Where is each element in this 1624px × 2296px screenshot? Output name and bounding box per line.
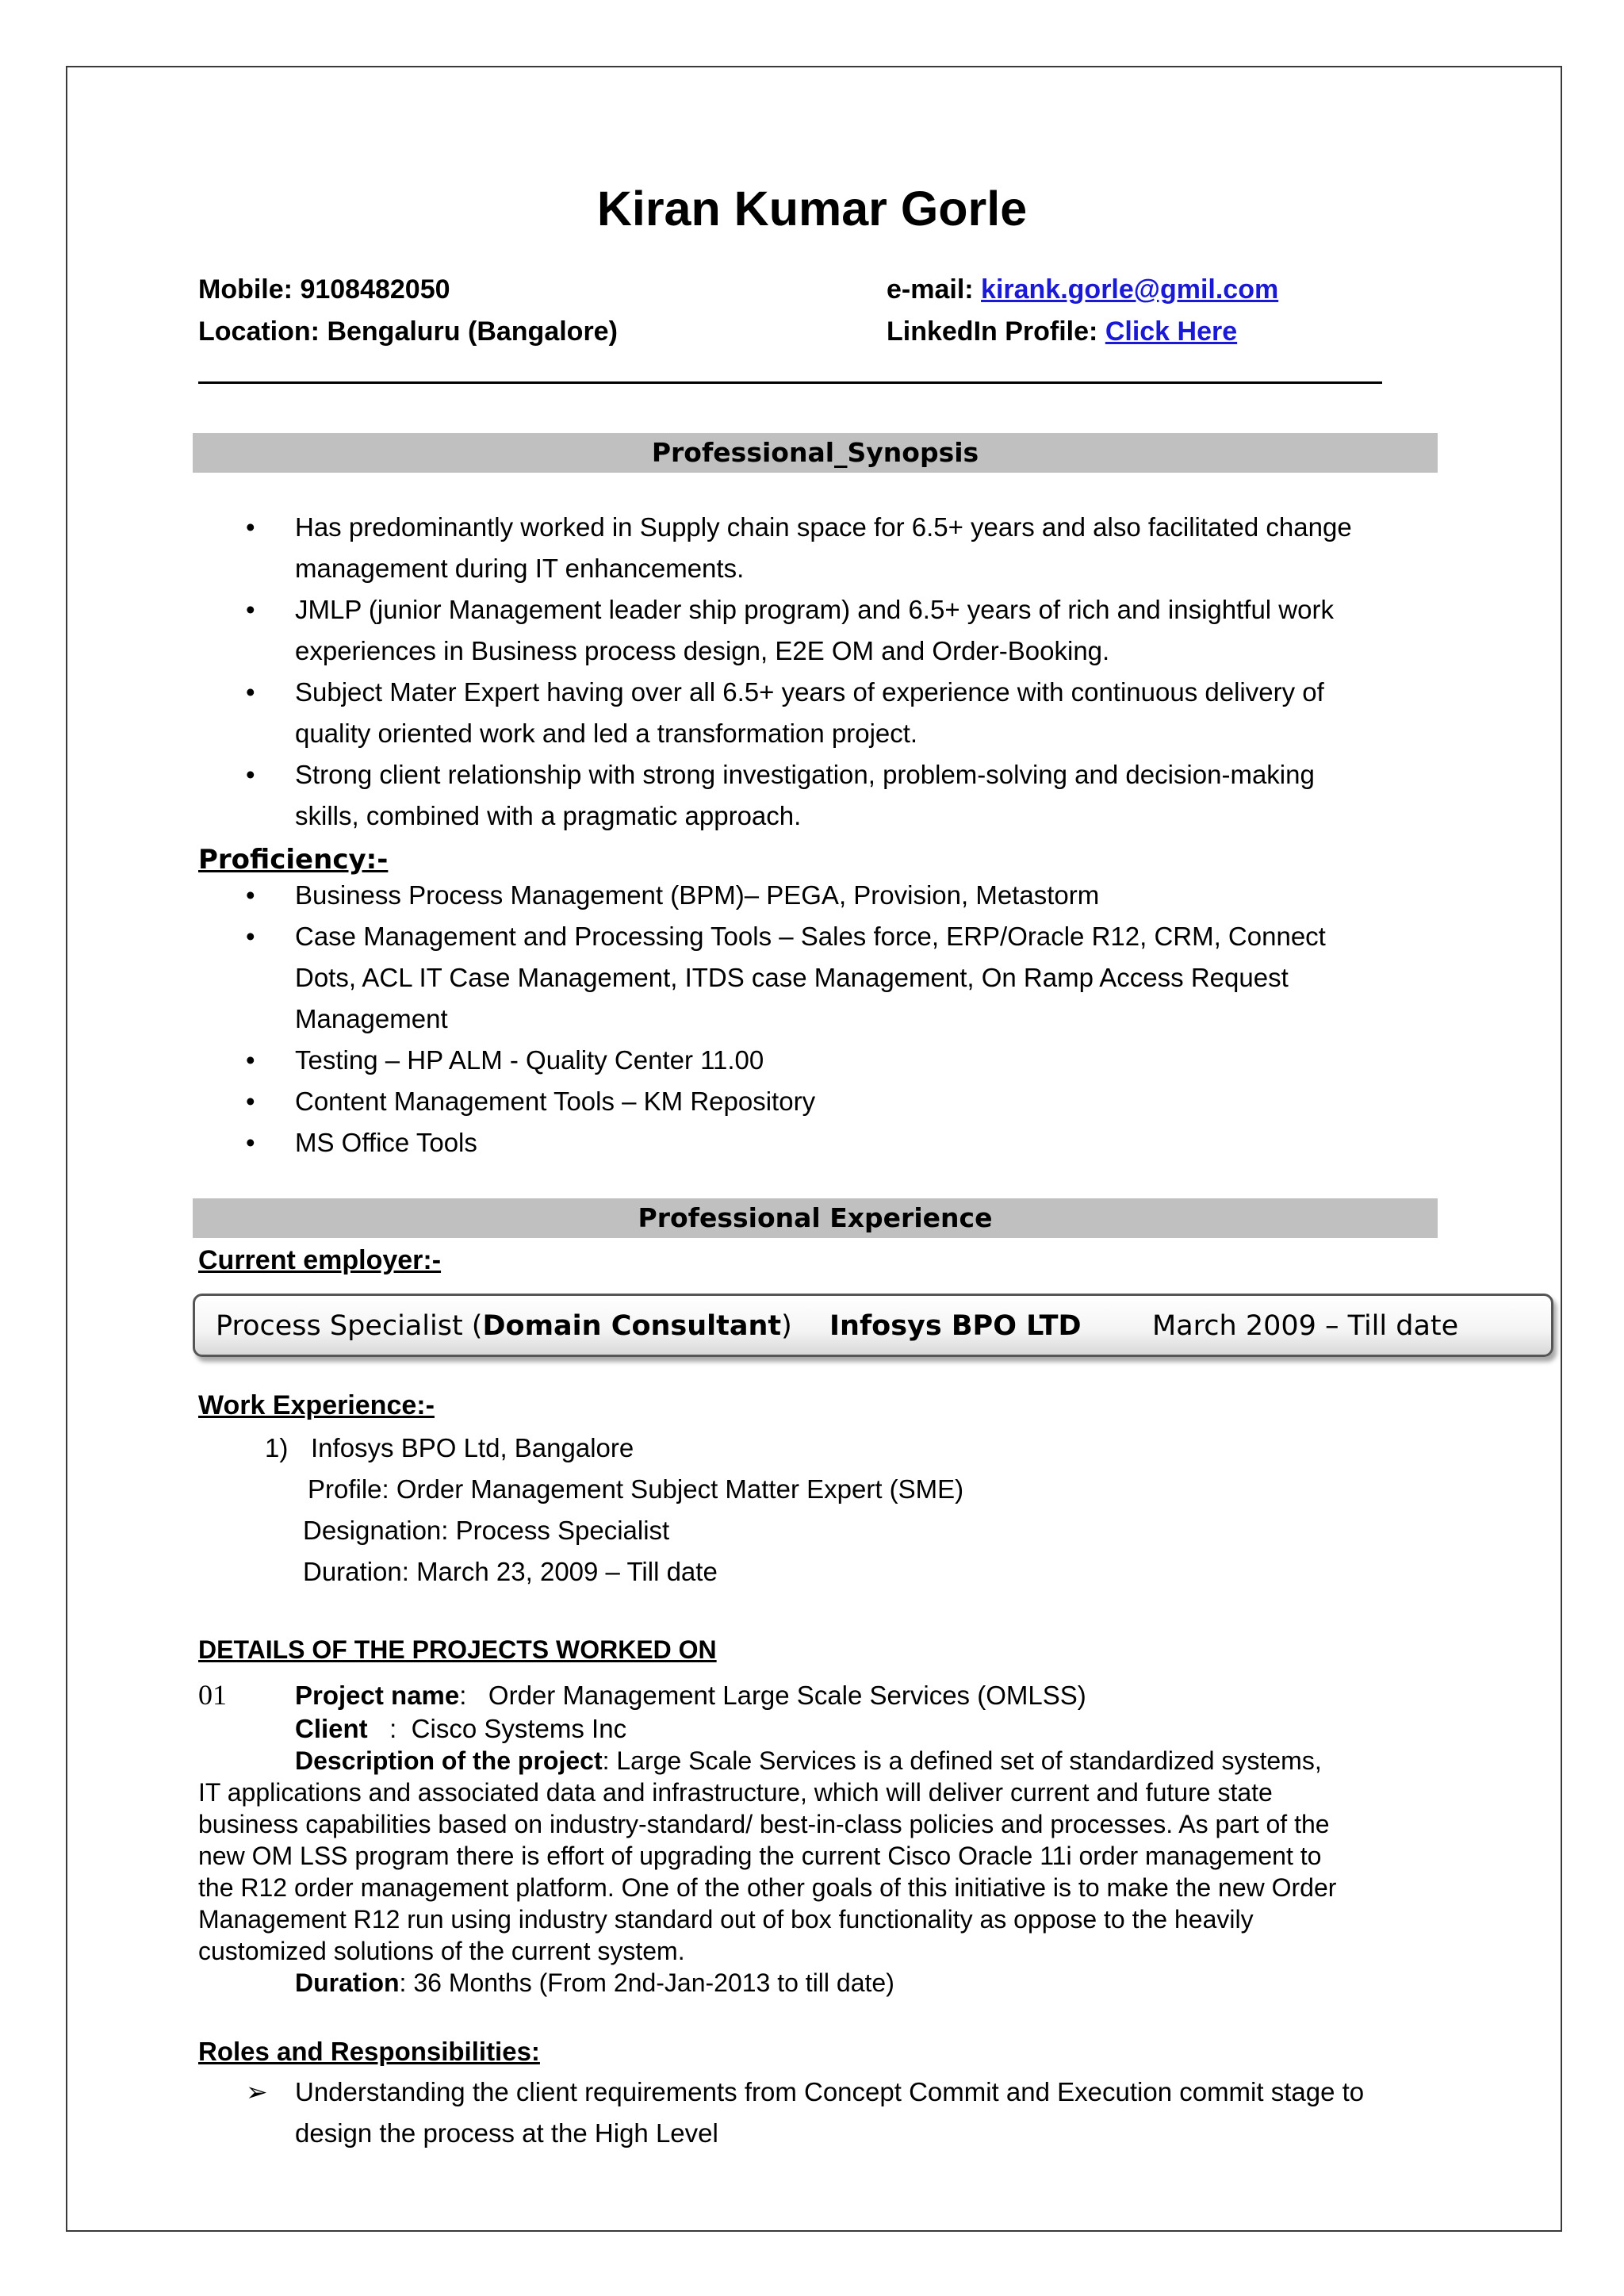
list-item: ➢ Understanding the client requirements from Concept Commit and Execution commit stage to design the process at the High Level xyxy=(198,2072,1467,2154)
email-link[interactable]: kirank.gorle@gmil.com xyxy=(981,274,1279,305)
experience-heading: Professional Experience xyxy=(193,1198,1438,1238)
work-profile: Profile: Order Management Subject Matter Expert (SME) xyxy=(308,1474,964,1504)
mobile-value: 9108482050 xyxy=(300,274,450,305)
location-label: Location: xyxy=(198,316,320,347)
current-employer-heading: Current employer:- xyxy=(198,1245,442,1275)
list-item: • Strong client relationship with strong investigation, problem-solving and decision-making skills, combined with a pragmatic approach. xyxy=(198,754,1467,837)
linkedin-link[interactable]: Click Here xyxy=(1105,316,1238,347)
projects-heading: DETAILS OF THE PROJECTS WORKED ON xyxy=(198,1635,717,1664)
employer-role: Process Specialist (Domain Consultant) xyxy=(216,1310,792,1342)
candidate-name: Kiran Kumar Gorle xyxy=(596,182,1028,236)
project-client: Client : Cisco Systems Inc xyxy=(295,1714,627,1743)
linkedin-label: LinkedIn Profile: xyxy=(887,316,1098,347)
project-description: Description of the project: Large Scale Services is a defined set of standardized systems, IT applications and associated data and infrastructure, which will deliver current and future state business capabilities based on industry-standard/ best-in-class policies and processes. As part of the new OM LSS program there is effort of upgrading the current Cisco Oracle 11i order management to the R12 order management platform. One of the other goals of this initiative is to make the new Order Management R12 run using industry standard out of box functionality as oppose to the heavily customized solutions of the current system. Duration: 36 Months (From 2nd-Jan-2013 to till date) xyxy=(198,1746,1337,1997)
location-value: Bengaluru (Bangalore) xyxy=(327,316,618,347)
location xyxy=(198,316,618,347)
list-item: • Testing – HP ALM - Quality Center 11.00 xyxy=(198,1040,1467,1081)
synopsis-list xyxy=(198,507,1467,837)
list-item: • Subject Mater Expert having over all 6.5+ years of experience with continuous delivery of quality oriented work and led a transformation project. xyxy=(198,672,1467,754)
work-duration: Duration: March 23, 2009 – Till date xyxy=(303,1557,718,1586)
email-label: e-mail: xyxy=(887,274,974,305)
header-divider xyxy=(198,381,1382,384)
work-experience-heading: Work Experience:- xyxy=(198,1390,435,1420)
list-item: • Content Management Tools – KM Repository xyxy=(198,1081,1467,1122)
work-item-number: 1) xyxy=(265,1433,289,1462)
proficiency-list xyxy=(198,875,1467,1163)
project-name: Project name: Order Management Large Scale Services (OMLSS) xyxy=(295,1681,1086,1710)
work-company: Infosys BPO Ltd, Bangalore xyxy=(311,1433,634,1462)
employer-banner xyxy=(193,1294,1553,1357)
list-item: • Business Process Management (BPM)– PEGA, Provision, Metastorm xyxy=(198,875,1467,916)
list-item: • MS Office Tools xyxy=(198,1122,1467,1163)
project-duration: Duration: 36 Months (From 2nd-Jan-2013 to till date) xyxy=(295,1968,894,1997)
list-item: • Has predominantly worked in Supply chain space for 6.5+ years and also facilitated change management during IT enhancements. xyxy=(198,507,1467,589)
roles-list xyxy=(198,2072,1467,2154)
list-item: • JMLP (junior Management leader ship program) and 6.5+ years of rich and insightful work experiences in Business process design, E2E OM and Order-Booking. xyxy=(198,589,1467,672)
work-designation: Designation: Process Specialist xyxy=(303,1516,670,1545)
mobile xyxy=(198,274,450,305)
employer-company: Infosys BPO LTD xyxy=(829,1310,1082,1342)
roles-heading: Roles and Responsibilities: xyxy=(198,2037,540,2066)
email xyxy=(887,274,1278,305)
mobile-label: Mobile: xyxy=(198,274,293,305)
project-number: 01 xyxy=(198,1679,227,1711)
linkedin xyxy=(887,316,1237,347)
synopsis-heading: Professional_Synopsis xyxy=(193,433,1438,473)
list-item: • Case Management and Processing Tools – Sales force, ERP/Oracle R12, CRM, Connect Dots, ACL IT Case Management, ITDS case Management, On Ramp Access Request Management xyxy=(198,916,1467,1040)
employer-period: March 2009 – Till date xyxy=(1152,1310,1459,1342)
proficiency-heading: Proficiency:- xyxy=(198,844,389,876)
